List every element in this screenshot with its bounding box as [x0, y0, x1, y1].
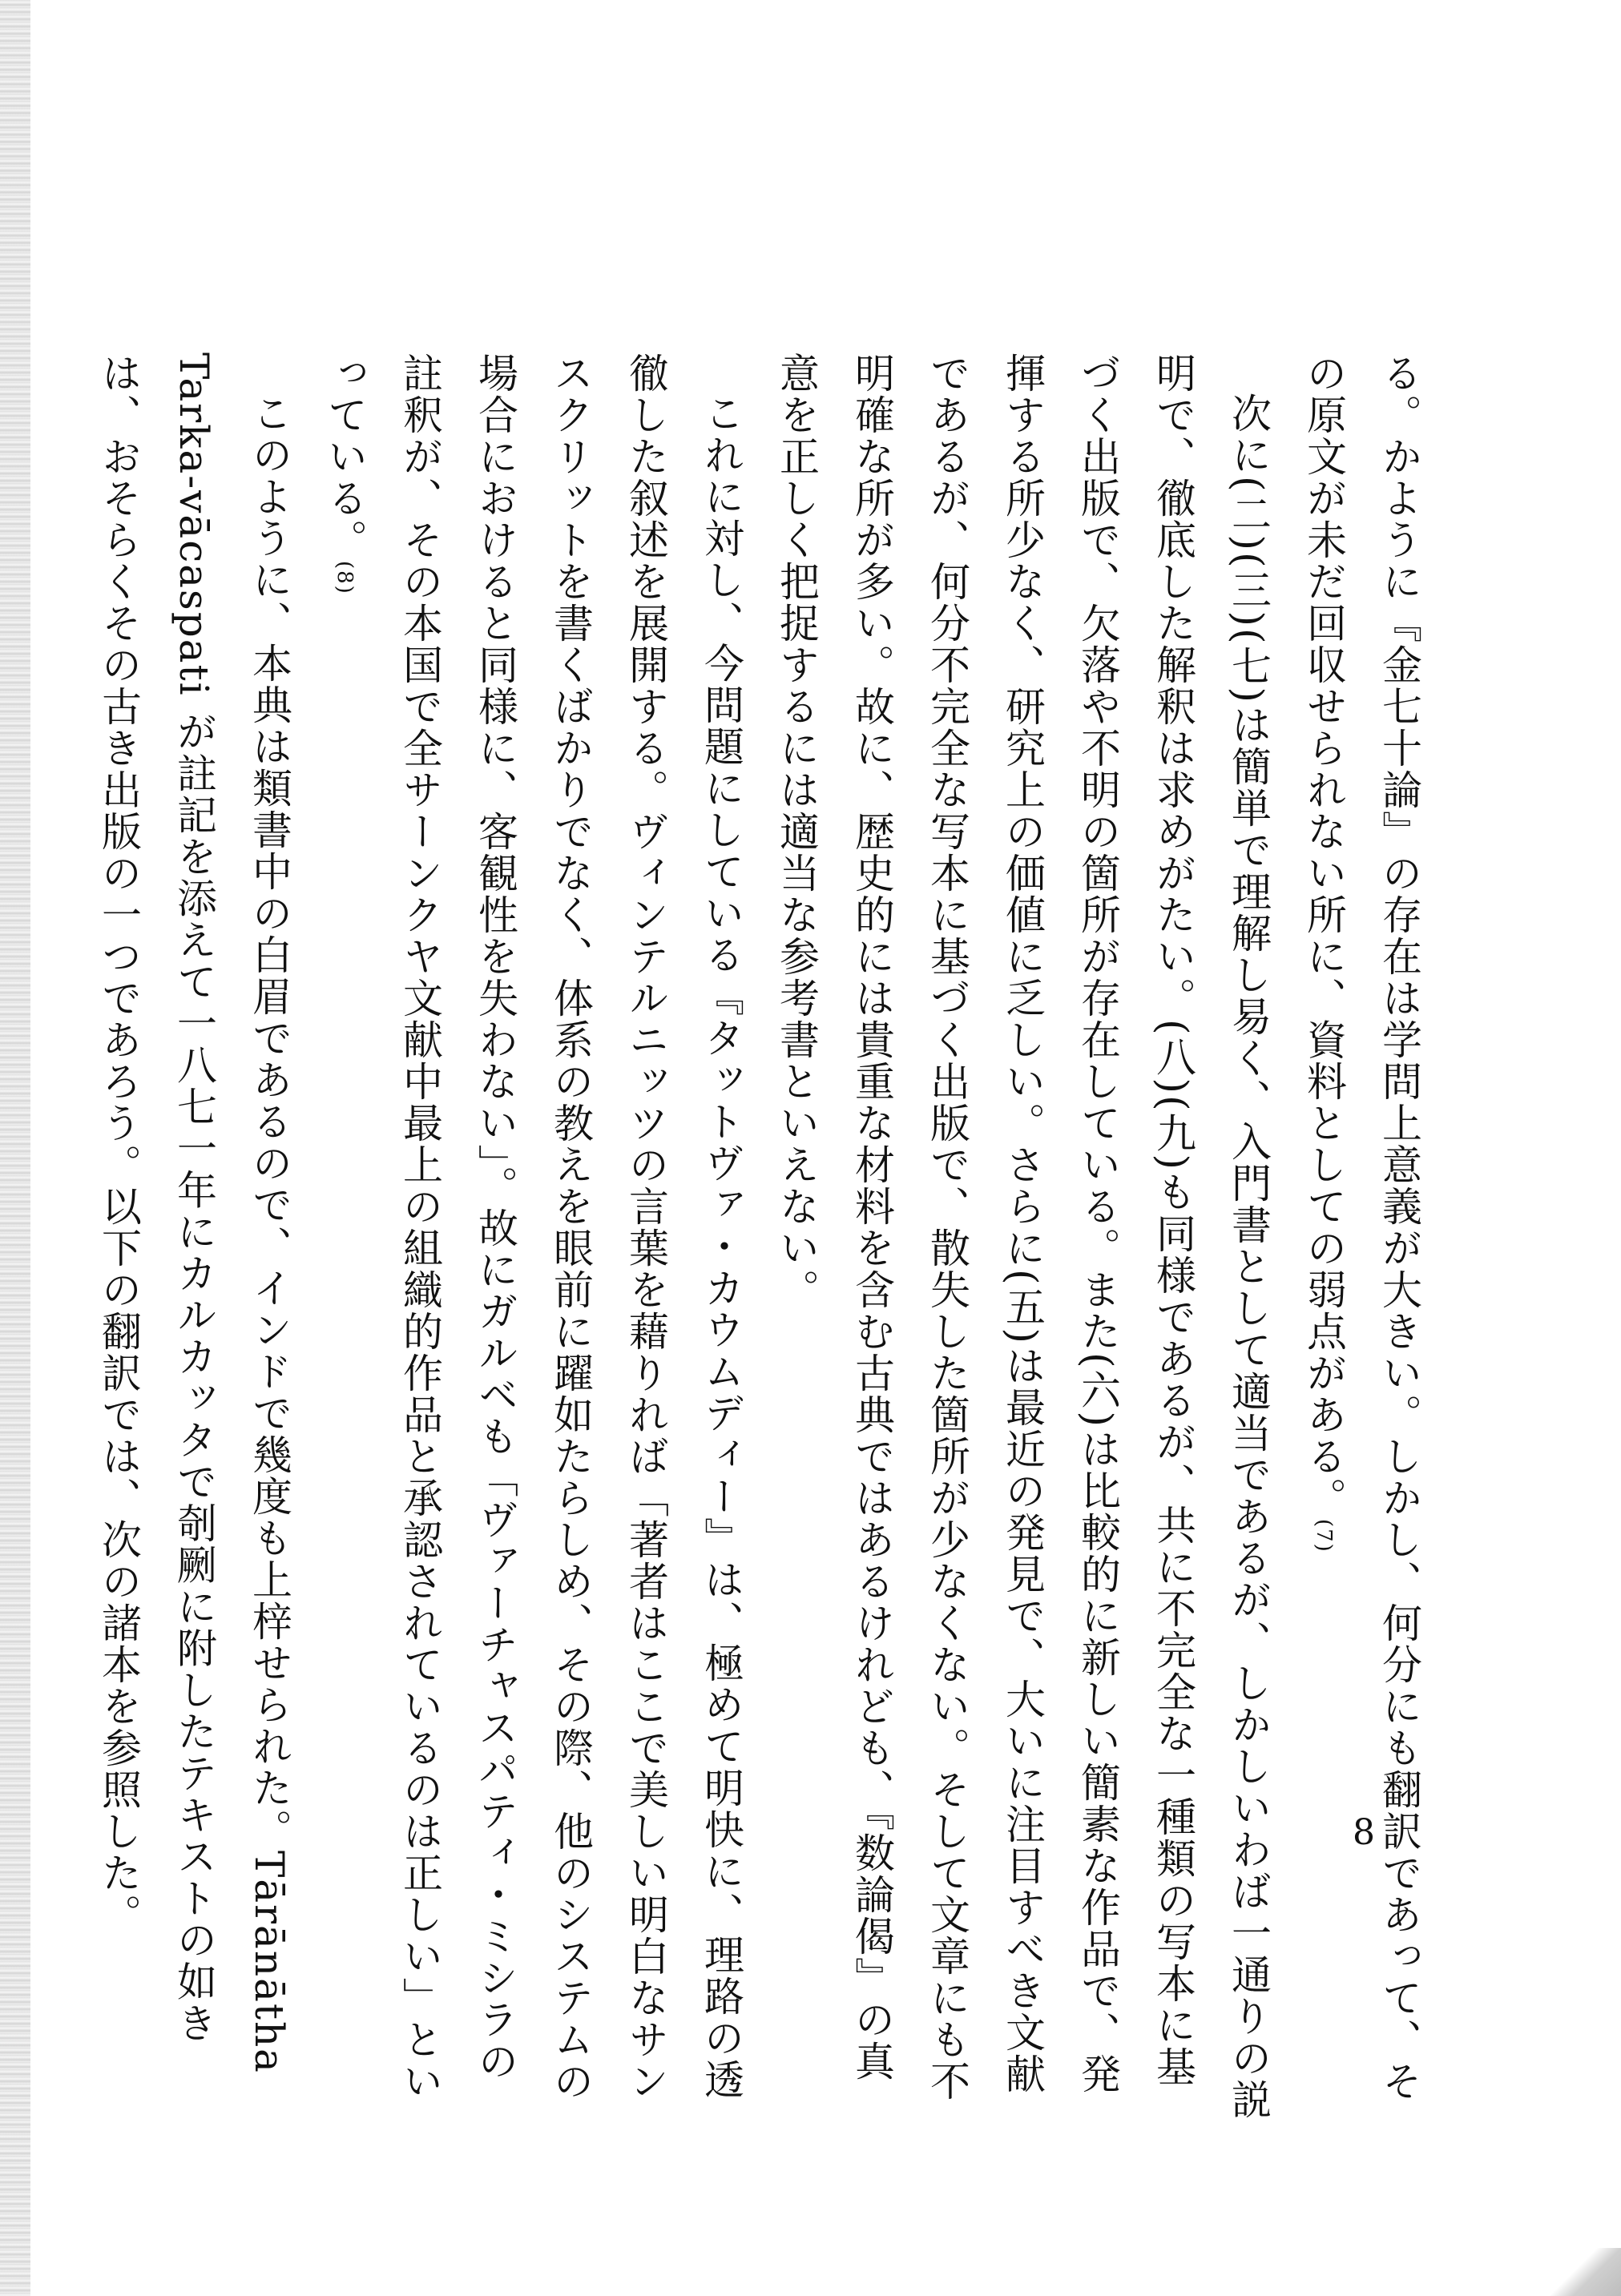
- page-binding-edge: [0, 0, 30, 2296]
- paragraph: [307, 352, 759, 2123]
- paragraph-text: これに対し、今問題にしている『タットヴァ・カウムディー』は、極めて明快に、理路の透徹した叙述を展開する。ヴィンテルニッツの言葉を藉りれば「著者はここで美しい明白なサンスクリットを書くばかりでなく、体系の教えを眼前に躍如たらしめ、その際、他のシステムの場合におけると同様に、客観性を失わない」。故にガルベも「ヴァーチャスパティ・ミシラの註釈が、その本国で全サーンクヤ文献中最上の組織的作品と承認されているのは正しい」といっている。: [321, 352, 744, 2102]
- paragraph: [81, 352, 307, 2123]
- page-corner-curl: [1549, 2248, 1621, 2296]
- paragraph-text: 次に(二)(三)(七)は簡単で理解し易く、入門書として適当であるが、しかしいわば一通りの説明で、徹底した解釈は求めがたい。(八)(九)も同様であるが、共に不完全な一種類の写本に基づく出版で、欠落や不明の箇所が存在している。また(六)は比較的に新しい簡素な作品で、発揮する所少なく、研究上の価値に乏しい。さらに(五)は最近の発見で、大いに注目すべき文献であるが、何分不完全な写本に基づく出版で、散失した箇所が少なくない。そして文章にも不明確な所が多い。故に、歴史的には貴重な材料を含む古典ではあるけれども、『数論偈』の真意を正しく把捉するには適当な参考書といえない。: [773, 352, 1272, 2121]
- paragraph: [1286, 352, 1437, 2123]
- footnote-reference-8: (8): [333, 561, 357, 595]
- page-number: 8: [1353, 1812, 1375, 1853]
- paragraph-text: る。かように『金七十論』の存在は学問上意義が大きい。しかし、何分にも翻訳であって、その原文が未だ回収せられない所に、資料としての弱点がある。: [1300, 352, 1422, 2102]
- body-text: [81, 352, 1437, 2123]
- paragraph: [759, 352, 1286, 2123]
- footnote-reference-7: (7): [1312, 1519, 1336, 1553]
- paragraph-text: このように、本典は類書中の白眉であるので、インドで幾度も上梓せられた。Tārānātha Tarka-vācaspati が註記を添えて一八七一年にカルカッタで剞劂に附したテキストの如きは、おそらくその古き出版の一つであろう。以下の翻訳では、次の諸本を参照した。: [95, 352, 292, 2074]
